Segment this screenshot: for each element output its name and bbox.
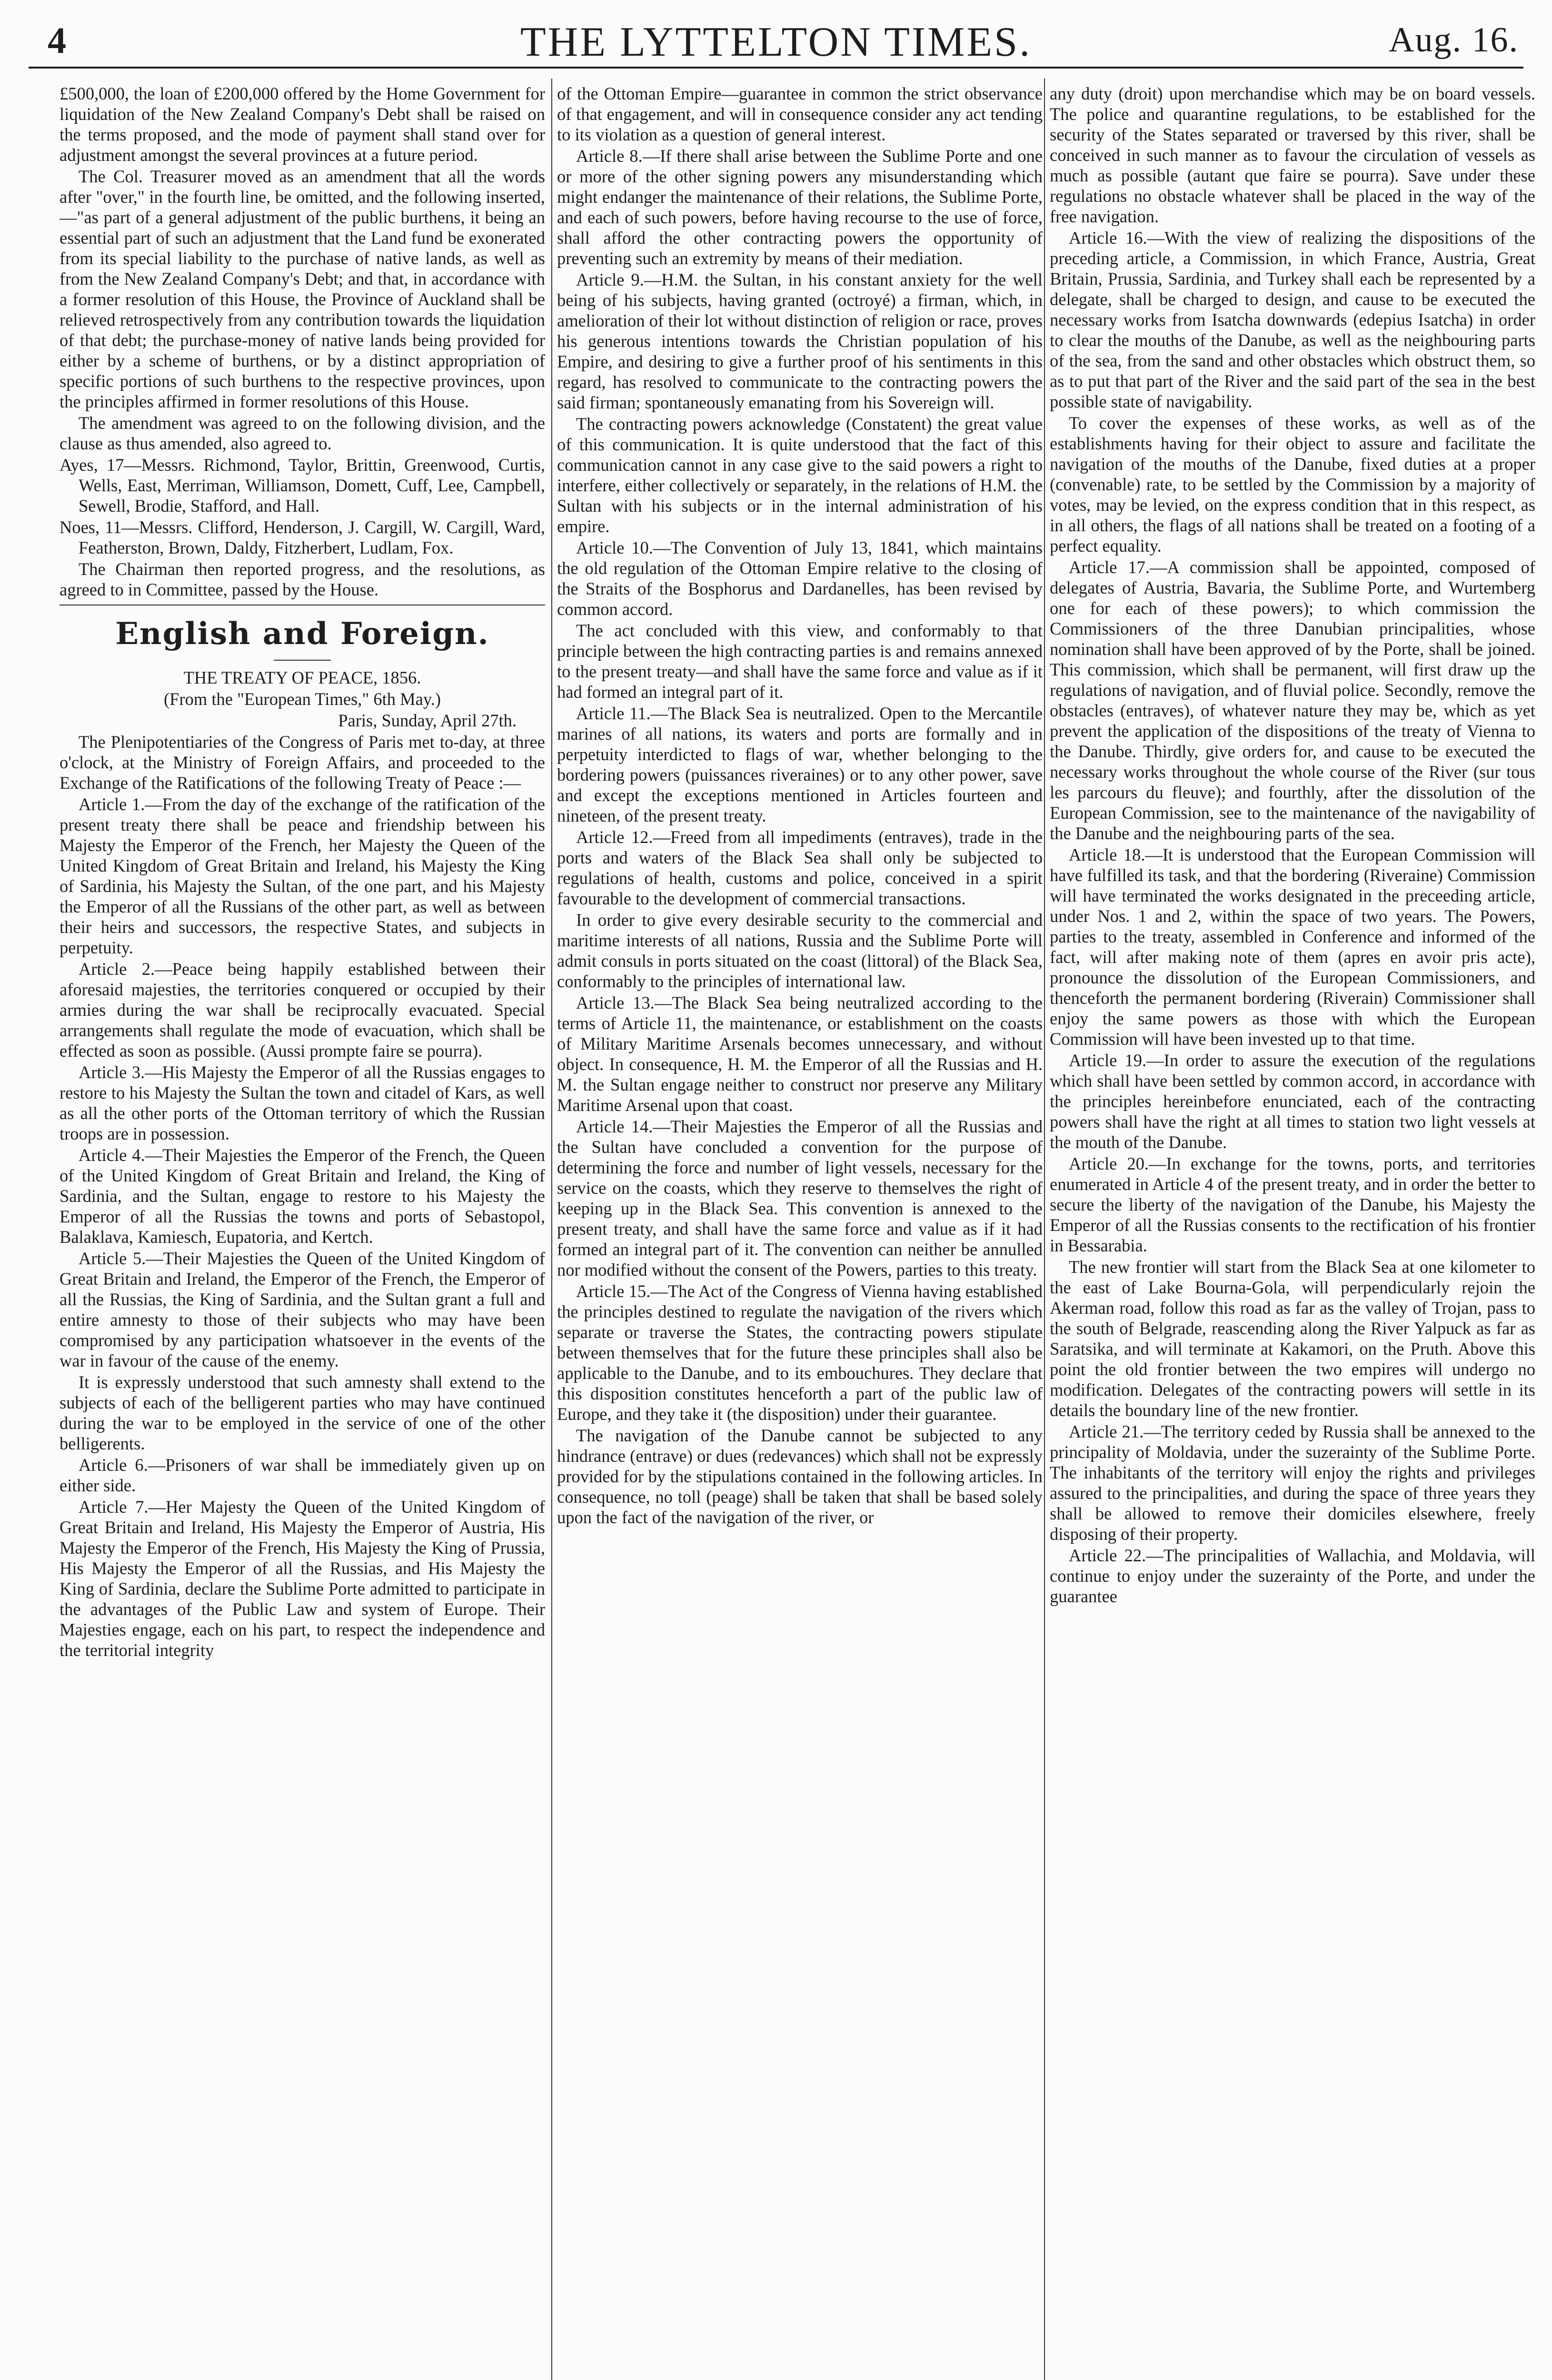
treaty-article: The contracting powers acknowledge (Constatent) the great value of this communication. It is quite understood that the fact of this communication cannot in any case give to the said powers a right to interfere, either collectively or separately, in the relations of H.M. the Sultan with his subjects or in the internal administration of his empire. <box>557 414 1043 536</box>
ayes-list: Ayes, 17—Messrs. Richmond, Taylor, Brittin, Greenwood, Curtis, Wells, East, Merriman, Williamson, Domett, Cuff, Lee, Campbell, Sewell, Brodie, Stafford, and Hall. <box>60 455 545 516</box>
treaty-article: Article 4.—Their Majesties the Emperor of the French, the Queen of the United Kingdom of Great Britain and Ireland, the King of Sardinia, and the Sultan, engage to restore to his Majesty the Emperor of all the Russias the towns and ports of Sebastopol, Balaklava, Kamiesch, Eupatoria, and Kertch. <box>60 1145 545 1247</box>
treaty-article: In order to give every desirable security to the commercial and maritime interests of all nations, Russia and the Sublime Porte will admit consuls in ports situated on the coast (littoral) of the Black Sea, conformably to the principles of international law. <box>557 910 1043 991</box>
treaty-article: Article 3.—His Majesty the Emperor of all the Russias engages to restore to his Majesty the Sultan the town and citadel of Kars, as well as all the other ports of the Ottoman territory of which the Russian troops are in possession. <box>60 1062 545 1143</box>
paragraph: The amendment was agreed to on the following division, and the clause as thus amended, also agreed to. <box>60 413 545 453</box>
treaty-article: Article 8.—If there shall arise between the Sublime Porte and one or more of the other signing powers any misunderstanding which might endanger the maintenance of their relations, the Sublime Porte, and each of such powers, before having recourse to the use of force, shall afford the other contracting powers the opportunity of preventing such an extremity by means of their mediation. <box>557 146 1043 268</box>
treaty-article: The new frontier will start from the Black Sea at one kilometer to the east of Lake Bourna-Gola, will perpendicularly rejoin the Akerman road, follow this road as far as the valley of Trojan, pass to the south of Belgrade, reascending along the River Yalpuck as far as Saratsika, and will terminate at Kakamori, on the Pruth. Above this point the old frontier between the two empires will undergo no modification. Delegates of the contracting powers will settle in its details the boundary line of the new frontier. <box>1050 1257 1535 1420</box>
treaty-article: The act concluded with this view, and conformably to that principle between the high contracting parties is and remains annexed to the present treaty—and shall have the same force and value as if it had formed an integral part of it. <box>557 621 1043 702</box>
paragraph: The Col. Treasurer moved as an amendment that all the words after "over," in the fourth line, be omitted, and the following inserted,—"as part of a general adjustment of the public burthens, it being an essential part of such an adjustment that the Land fund be exonerated from its special liability to the purchase of native lands, as well as from the New Zealand Company's Debt; and that, in accordance with a former resolution of this House, the Province of Auckland shall be relieved retrospectively from any contribution towards the liquidation of that debt; the purchase-money of native lands being provided for either by a scheme of burthens, or by a distinct appropriation of specific portions of such burthens to the respective provinces, upon the principles affirmed in former resolutions of this House. <box>60 167 545 411</box>
section-heading: English and Foreign. <box>115 616 489 652</box>
treaty-article: Article 14.—Their Majesties the Emperor of all the Russias and the Sultan have concluded a convention for the purpose of determining the force and number of light vessels, necessary for the service on the coasts, which they reserve to themselves the right of keeping up in the Black Sea. This convention is annexed to the present treaty, and shall have the same force and value as if it had formed an integral part of it. The convention can neither be annulled nor modified without the consent of the Powers, parties to this treaty. <box>557 1117 1043 1279</box>
page-number: 4 <box>48 20 66 61</box>
masthead-rule <box>29 67 1523 69</box>
treaty-article: Article 1.—From the day of the exchange of the ratification of the present treaty there shall be peace and friendship between his Majesty the Emperor of the French, her Majesty the Queen of the United Kingdom of Great Britain and Ireland, his Majesty the King of Sardinia, his Majesty the Sultan, of the one part, and his Majesty the Emperor of all the Russians of the other part, as well as between their heirs and successors, the respective States, and subjects in perpetuity. <box>60 794 545 957</box>
treaty-article: Article 6.—Prisoners of war shall be immediately given up on either side. <box>60 1455 545 1495</box>
treaty-article: Article 13.—The Black Sea being neutralized according to the terms of Article 11, the maintenance, or establishment on the coasts of Military Maritime Arsenals becomes unnecessary, and without object. In consequence, H. M. the Emperor of all the Russias and H. M. the Sultan engage neither to construct nor preserve any Military Maritime Arsenal upon that coast. <box>557 993 1043 1115</box>
treaty-article: Article 22.—The principalities of Wallachia, and Moldavia, will continue to enjoy under the suzerainty of the Porte, and under the guarantee <box>1050 1546 1535 1606</box>
treaty-article: Article 19.—In order to assure the execution of the regulations which shall have been settled by common accord, in accordance with the principles hereinbefore enunciated, each of the contracting powers shall have the right at all times to station two light vessels at the mouth of the Danube. <box>1050 1051 1535 1152</box>
column-2 <box>557 83 1043 2380</box>
treaty-article: Article 21.—The territory ceded by Russia shall be annexed to the principality of Moldavia, under the suzerainty of the Sublime Porte. The inhabitants of the territory will enjoy the rights and privileges assured to the principalities, and during the space of three years they shall be allowed to remove their domiciles elsewhere, freely disposing of their property. <box>1050 1422 1535 1544</box>
column-1 <box>60 83 545 2380</box>
treaty-article: Article 9.—H.M. the Sultan, in his constant anxiety for the well being of his subjects, having granted (octroyé) a firman, which, in amelioration of their lot without distinction of religion or race, proves his generous intentions towards the Christian population of his Empire, and desiring to give a further proof of his sentiments in this regard, has resolved to communicate to the contracting powers the said firman; spontaneously emanating from his Sovereign will. <box>557 270 1043 412</box>
dateline: Paris, Sunday, April 27th. <box>338 711 517 730</box>
article-source: (From the "European Times," 6th May.) <box>164 689 441 709</box>
treaty-article: Article 16.—With the view of realizing the dispositions of the preceding article, a Commission, in which France, Austria, Great Britain, Prussia, Sardinia, and Turkey shall each be represented by a delegate, shall be charged to design, and cause to be executed the necessary works from Isatcha downwards (edepius Isatcha) in order to clear the mouths of the Danube, as well as the neighbouring parts of the sea, from the sand and other obstacles which obstruct them, so as to put that part of the River and the said part of the sea in the best possible state of navigability. <box>1050 228 1535 411</box>
treaty-article: Article 17.—A commission shall be appointed, composed of delegates of Austria, Bavaria, the Sublime Porte, and Wurtemberg one for each of these powers); to which commission the Commissioners of the three Danubian principalities, whose nomination shall have been approved of by the Porte, shall be joined. This commission, which shall be permanent, will first draw up the regulations of navigation, and of fluvial police. Secondly, remove the obstacles (entraves), of whatever nature they may be, which as yet prevent the application of the dispositions of the treaty of Vienna to the Danube. Thirdly, give orders for, and cause to be executed the necessary works throughout the whole course of the River (sur tous les parcours du fleuve); and fourthly, after the dissolution of the European Commission, see to the maintenance of the navigability of the Danube and the neighbouring parts of the sea. <box>1050 557 1535 843</box>
issue-date: Aug. 16. <box>1389 20 1519 60</box>
column-divider-2 <box>1044 79 1045 2380</box>
noes-list: Noes, 11—Messrs. Clifford, Henderson, J. Cargill, W. Cargill, Ward, Featherston, Brown, Daldy, Fitzherbert, Ludlam, Fox. <box>60 517 545 557</box>
paragraph: any duty (droit) upon merchandise which may be on board vessels. The police and quarantine regulations, to be established for the security of the States separated or traversed by this river, shall be conceived in such manner as to favour the circulation of vessels as much as possible (autant que faire se pourra). Save under these regulations no obstacle whatever shall be placed in the way of the free navigation. <box>1050 84 1535 226</box>
treaty-article: To cover the expenses of these works, as well as of the establishments having for their object to assure and facilitate the navigation of the mouths of the Danube, fixed duties at a proper (convenable) rate, to be settled by the Commission by a majority of votes, may be levied, on the express condition that in this respect, as in all others, the flags of all nations shall be treated on a footing of a perfect equality. <box>1050 413 1535 555</box>
treaty-article: Article 18.—It is understood that the European Commission will have fulfilled its task, and that the bordering (Riveraine) Commission will have terminated the works designated in the preceeding article, under Nos. 1 and 2, within the space of two years. The Powers, parties to the treaty, assembled in Conference and informed of the fact, will after making note of them (apres en avoir pris acte), pronounce the dissolution of the European Commissioners, and thenceforth the permanent bordering (Riverain) Commissioner shall enjoy the same powers as those with which the European Commission will have been invested up to that time. <box>1050 845 1535 1049</box>
treaty-article: Article 5.—Their Majesties the Queen of the United Kingdom of Great Britain and Ireland, the Emperor of the French, the Emperor of all the Russias, the King of Sardinia, and the Sultan grant a full and entire amnesty to those of their subjects who may have been compromised by any participation whatsoever in the events of the war in favour of the cause of the enemy. <box>60 1249 545 1370</box>
treaty-article: It is expressly understood that such amnesty shall extend to the subjects of each of the belligerent parties who may have continued during the war to be employed in the service of one of the other belligerents. <box>60 1372 545 1453</box>
treaty-article: The navigation of the Danube cannot be subjected to any hindrance (entrave) or dues (redevances) which shall not be expressly provided for by the stipulations contained in the following articles. In consequence, no toll (peage) shall be taken that shall be based solely upon the fact of the navigation of the river, or <box>557 1426 1043 1527</box>
treaty-article: Article 12.—Freed from all impediments (entraves), trade in the ports and waters of the Black Sea shall only be subjected to regulations of health, customs and police, conceived in a spirit favourable to the development of commercial transactions. <box>557 827 1043 908</box>
treaty-article: Article 10.—The Convention of July 13, 1841, which maintains the old regulation of the Ottoman Empire relative to the closing of the Straits of the Bosphorus and Dardanelles, has been revised by common accord. <box>557 538 1043 619</box>
column-3 <box>1050 83 1535 2380</box>
column-divider-1 <box>551 79 552 2380</box>
paragraph: The Chairman then reported progress, and the resolutions, as agreed to in Committee, passed by the House. <box>60 559 545 599</box>
treaty-article: Article 20.—In exchange for the towns, ports, and territories enumerated in Article 4 of the present treaty, and in order the better to secure the liberty of the navigation of the Danube, his Majesty the Emperor of all the Russias consents to the rectification of his frontier in Bessarabia. <box>1050 1154 1535 1255</box>
treaty-article: Article 7.—Her Majesty the Queen of the United Kingdom of Great Britain and Ireland, His Majesty the Emperor of Austria, His Majesty the Emperor of the French, His Majesty the King of Prussia, His Majesty the Emperor of all the Russias, and His Majesty the King of Sardinia, declare the Sublime Porte admitted to participate in the advantages of the Public Law and system of Europe. Their Majesties engage, each on his part, to respect the independence and the territorial integrity <box>60 1497 545 1660</box>
article-title: THE TREATY OF PEACE, 1856. <box>183 668 421 687</box>
treaty-article: Article 11.—The Black Sea is neutralized. Open to the Mercantile marines of all nations, its waters and ports are formally and in perpetuity interdicted to flags of war, whether belonging to the bordering powers (puissances riveraines) or to any other power, save and except the exceptions mentioned in Articles fourteen and nineteen, of the present treaty. <box>557 704 1043 825</box>
newspaper-title: THE LYTTELTON TIMES. <box>520 19 1032 65</box>
paragraph: of the Ottoman Empire—guarantee in common the strict observance of that engagement, and will in consequence consider any act tending to its violation as a question of general interest. <box>557 84 1043 144</box>
short-rule <box>274 660 331 661</box>
paragraph: The Plenipotentiaries of the Congress of Paris met to-day, at three o'clock, at the Ministry of Foreign Affairs, and proceeded to the Exchange of the Ratifications of the following Treaty of Peace :— <box>60 732 545 793</box>
masthead <box>29 14 1523 69</box>
paragraph: £500,000, the loan of £200,000 offered by the Home Government for liquidation of the New Zealand Company's Debt shall be raised on the terms proposed, and the mode of payment shall stand over for adjustment amongst the several provinces at a future period. <box>60 84 545 165</box>
treaty-article: Article 2.—Peace being happily established between their aforesaid majesties, the territories conquered or occupied by their armies during the war shall be reciprocally evacuated. Special arrangements shall regulate the mode of evacuation, which shall be effected as soon as possible. (Aussi prompte faire se pourra). <box>60 959 545 1061</box>
treaty-article: Article 15.—The Act of the Congress of Vienna having established the principles destined to regulate the navigation of the rivers which separate or traverse the States, the contracting powers stipulate between themselves that for the future these principles shall also be applicable to the Danube, and to its embouchures. They declare that this disposition constitutes henceforth a part of the public law of Europe, and they take it (the disposition) under their guarantee. <box>557 1281 1043 1424</box>
